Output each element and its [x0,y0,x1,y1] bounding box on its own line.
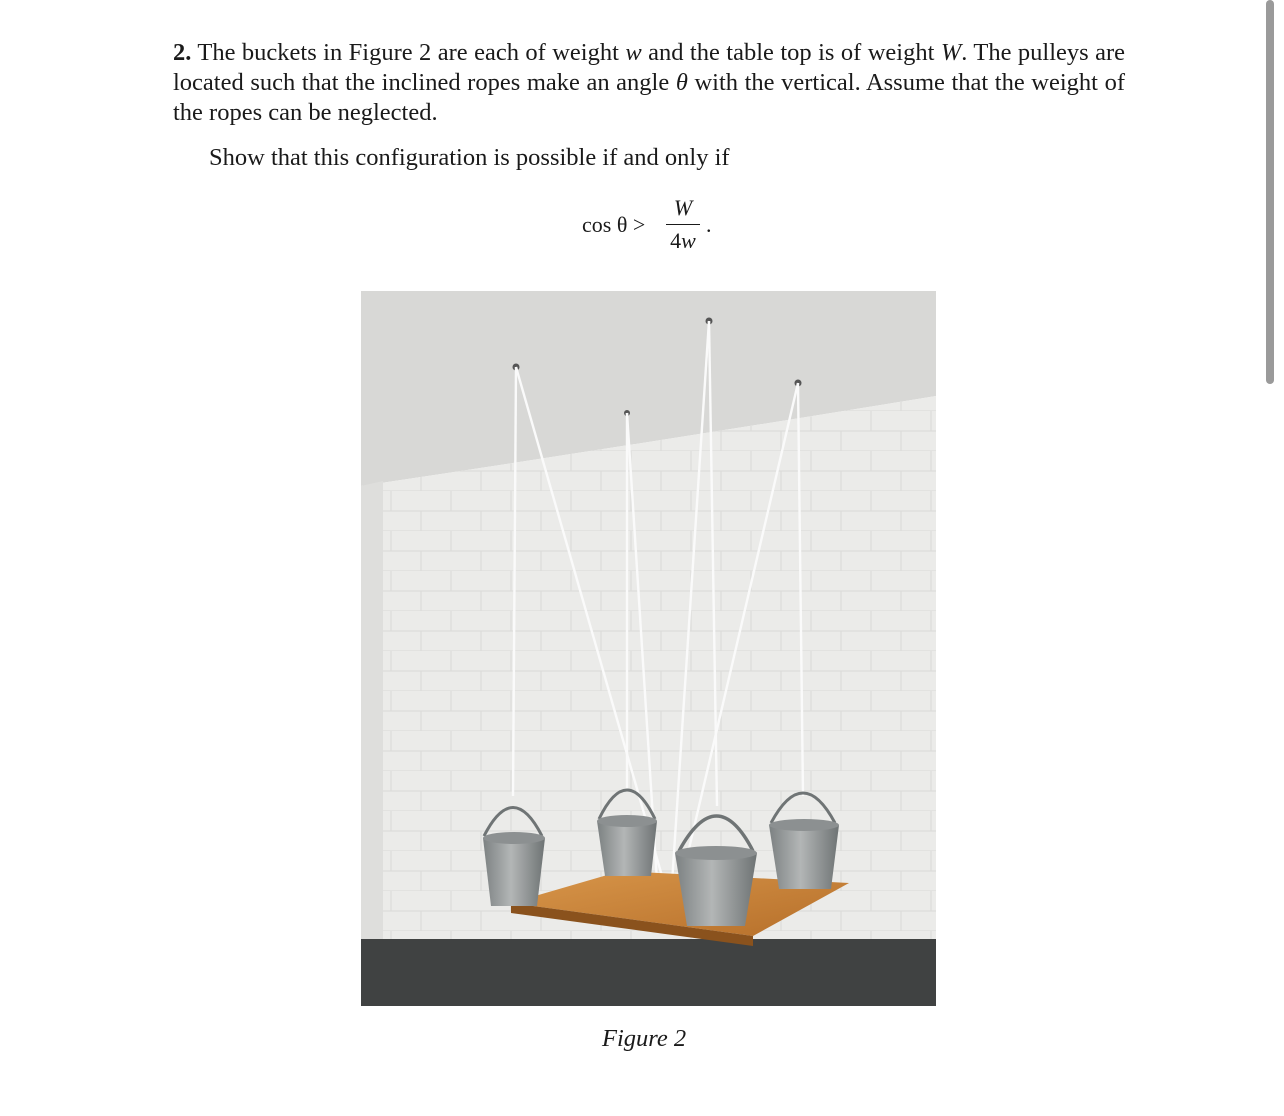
var-w: w [625,39,642,66]
denominator-variable: w [681,228,696,253]
fraction-numerator: W [673,195,693,220]
fraction [666,194,700,255]
problem-text-2: and the table top is of weight [641,39,941,66]
problem-text-4: with the vertical. Assume that the weight of the ropes can be neglected. [173,69,1125,126]
figure-caption: Figure 2 [602,1025,687,1052]
problem-text-1: The buckets in Figure 2 are each of weight [191,39,626,66]
floor [361,939,936,1006]
var-W: W [940,39,962,66]
problem-statement [173,38,1125,128]
var-theta: θ [675,69,688,96]
figure-photo [361,291,936,1006]
denominator-coefficient: 4 [670,228,682,253]
equation-period: . [706,212,712,237]
scrollbar[interactable] [1266,0,1274,384]
problem-number: 2. [173,39,192,66]
fraction-denominator [666,227,700,255]
side-wall [361,481,383,946]
fraction-bar [666,224,700,225]
equation-lhs: cos θ > [582,212,646,237]
show-statement: Show that this configuration is possible if and only if [209,144,730,171]
buckets-table-illustration [361,291,936,1006]
problem-text-3: . The pulleys are located such that the inclined ropes make an angle [173,39,1126,96]
